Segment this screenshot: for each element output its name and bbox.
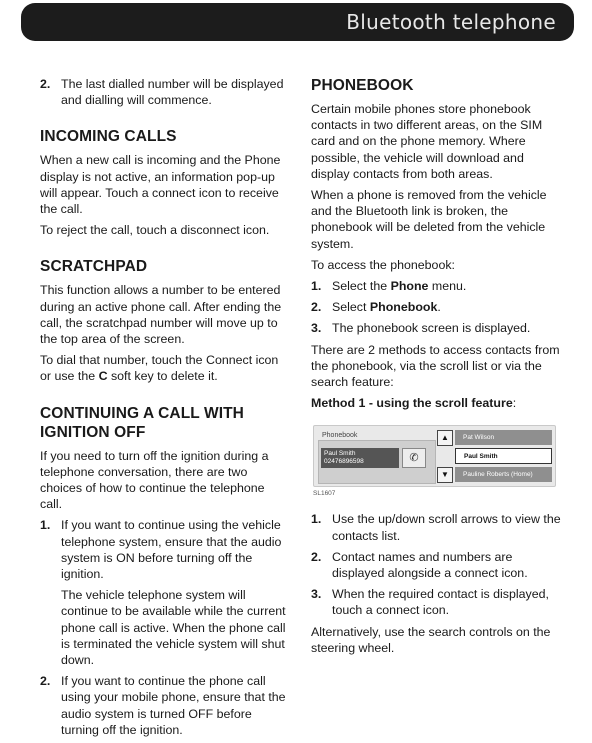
item-text: The last dialled number will be displayed and dialling will commence. <box>61 77 284 108</box>
item-number: 1. <box>40 518 51 533</box>
screen-entry-name: Paul Smith <box>324 450 356 458</box>
scratchpad-p2-b: soft key to delete it. <box>107 369 218 384</box>
step-tail: . <box>437 300 441 315</box>
step-text: Select <box>332 300 370 315</box>
item-text: Use the up/down scroll arrows to view the contacts list. <box>332 512 561 543</box>
list-item <box>311 320 561 336</box>
step-bold: Phone <box>390 279 429 294</box>
phonebook-p4: There are 2 methods to access contacts from the phonebook, via the scroll list or via the search feature: <box>311 342 560 390</box>
step-text: Select the <box>332 279 391 294</box>
list-item <box>40 673 290 738</box>
phonebook-p3: To access the phonebook: <box>311 257 455 272</box>
phone-handset-icon: ✆ <box>402 448 426 468</box>
item-number: 2. <box>40 77 51 91</box>
phonebook-screen-illustration <box>313 425 556 487</box>
method-heading <box>311 395 561 411</box>
list-item <box>311 586 561 618</box>
incoming-calls-p2: To reject the call, touch a disconnect icon. <box>40 223 270 238</box>
list-item <box>311 549 561 581</box>
figure-caption: SL1607 <box>313 490 336 498</box>
scratchpad-p1: This function allows a number to be entered during an active phone call. After ending the call, the scratchpad number will move up to the top area of the screen. <box>40 283 282 347</box>
phonebook-heading: PHONEBOOK <box>311 77 414 94</box>
item-number: 3. <box>311 587 322 602</box>
list-item <box>311 299 561 315</box>
item-text: If you want to continue using the vehicle telephone system, ensure that the audio system is ON before turning off the ignition. <box>61 518 282 582</box>
item-number: 2. <box>311 549 322 564</box>
up-arrow-icon: ▲ <box>437 430 453 446</box>
item-subtext: The vehicle telephone system will continue to be available while the current phone call is active. When the phone call is terminated the vehicle system will shut down. <box>61 588 286 668</box>
scratchpad-heading: SCRATCHPAD <box>40 258 148 276</box>
phonebook-p1: Certain mobile phones store phonebook contacts in two different areas, on the SIM card and on the phone memory. Where possible, the vehicle will download and display contacts from both areas. <box>311 102 543 181</box>
item-number: 1. <box>311 512 322 527</box>
item-text: When the required contact is displayed, touch a connect icon. <box>332 587 549 618</box>
screen-entry-number: 02476896598 <box>324 458 364 466</box>
list-item <box>311 511 561 543</box>
left-column <box>40 76 290 743</box>
item-number: 1. <box>311 279 322 294</box>
screen-row: Pat Wilson <box>455 430 552 445</box>
scratchpad-p2-a: To dial that number, touch the Connect icon or use the <box>40 353 279 384</box>
step-bold: Phonebook <box>369 300 438 315</box>
down-arrow-icon: ▼ <box>437 467 453 483</box>
step-text: The phonebook screen is displayed. <box>332 321 531 336</box>
item-text: If you want to continue the phone call using your mobile phone, ensure that the audio system is turned OFF before turning off the ignition. <box>61 674 286 737</box>
method-bold: Method 1 - using the scroll feature <box>311 396 513 411</box>
item-number: 2. <box>40 674 51 689</box>
screen-row: Pauline Roberts (Home) <box>455 467 552 482</box>
phonebook-p5: Alternatively, use the search controls on the steering wheel. <box>311 624 551 655</box>
item-number: 3. <box>311 321 322 336</box>
right-column <box>311 76 561 661</box>
screen-row-selected: Paul Smith <box>455 448 552 464</box>
item-number: 2. <box>311 300 322 315</box>
header-title: Bluetooth telephone <box>346 10 556 34</box>
list-item <box>40 517 290 668</box>
incoming-calls-heading: INCOMING CALLS <box>40 128 177 146</box>
item-text: Contact names and numbers are displayed alongside a connect icon. <box>332 549 528 581</box>
ignition-p1: If you need to turn off the ignition during a telephone conversation, there are two choices of how to continue the telephone call. <box>40 448 269 512</box>
screen-title: Phonebook <box>322 432 358 440</box>
incoming-calls-p1: When a new call is incoming and the Phone display is not active, an information pop-up will appear. Touch a connect icon to receive the call. <box>40 153 281 217</box>
phonebook-p2: When a phone is removed from the vehicle and the Bluetooth link is broken, the phonebook will be deleted from the vehicle system. <box>311 188 547 251</box>
step-tail: menu. <box>428 279 467 294</box>
method-tail: : <box>512 396 517 411</box>
scratchpad-p2 <box>40 352 290 384</box>
ignition-heading: CONTINUING A CALL WITH IGNITION OFF <box>40 404 244 441</box>
scratchpad-key: C <box>98 369 108 384</box>
list-item <box>311 278 561 294</box>
list-item <box>40 76 290 108</box>
page-header <box>21 3 574 41</box>
screen-contact-entry <box>321 448 399 468</box>
